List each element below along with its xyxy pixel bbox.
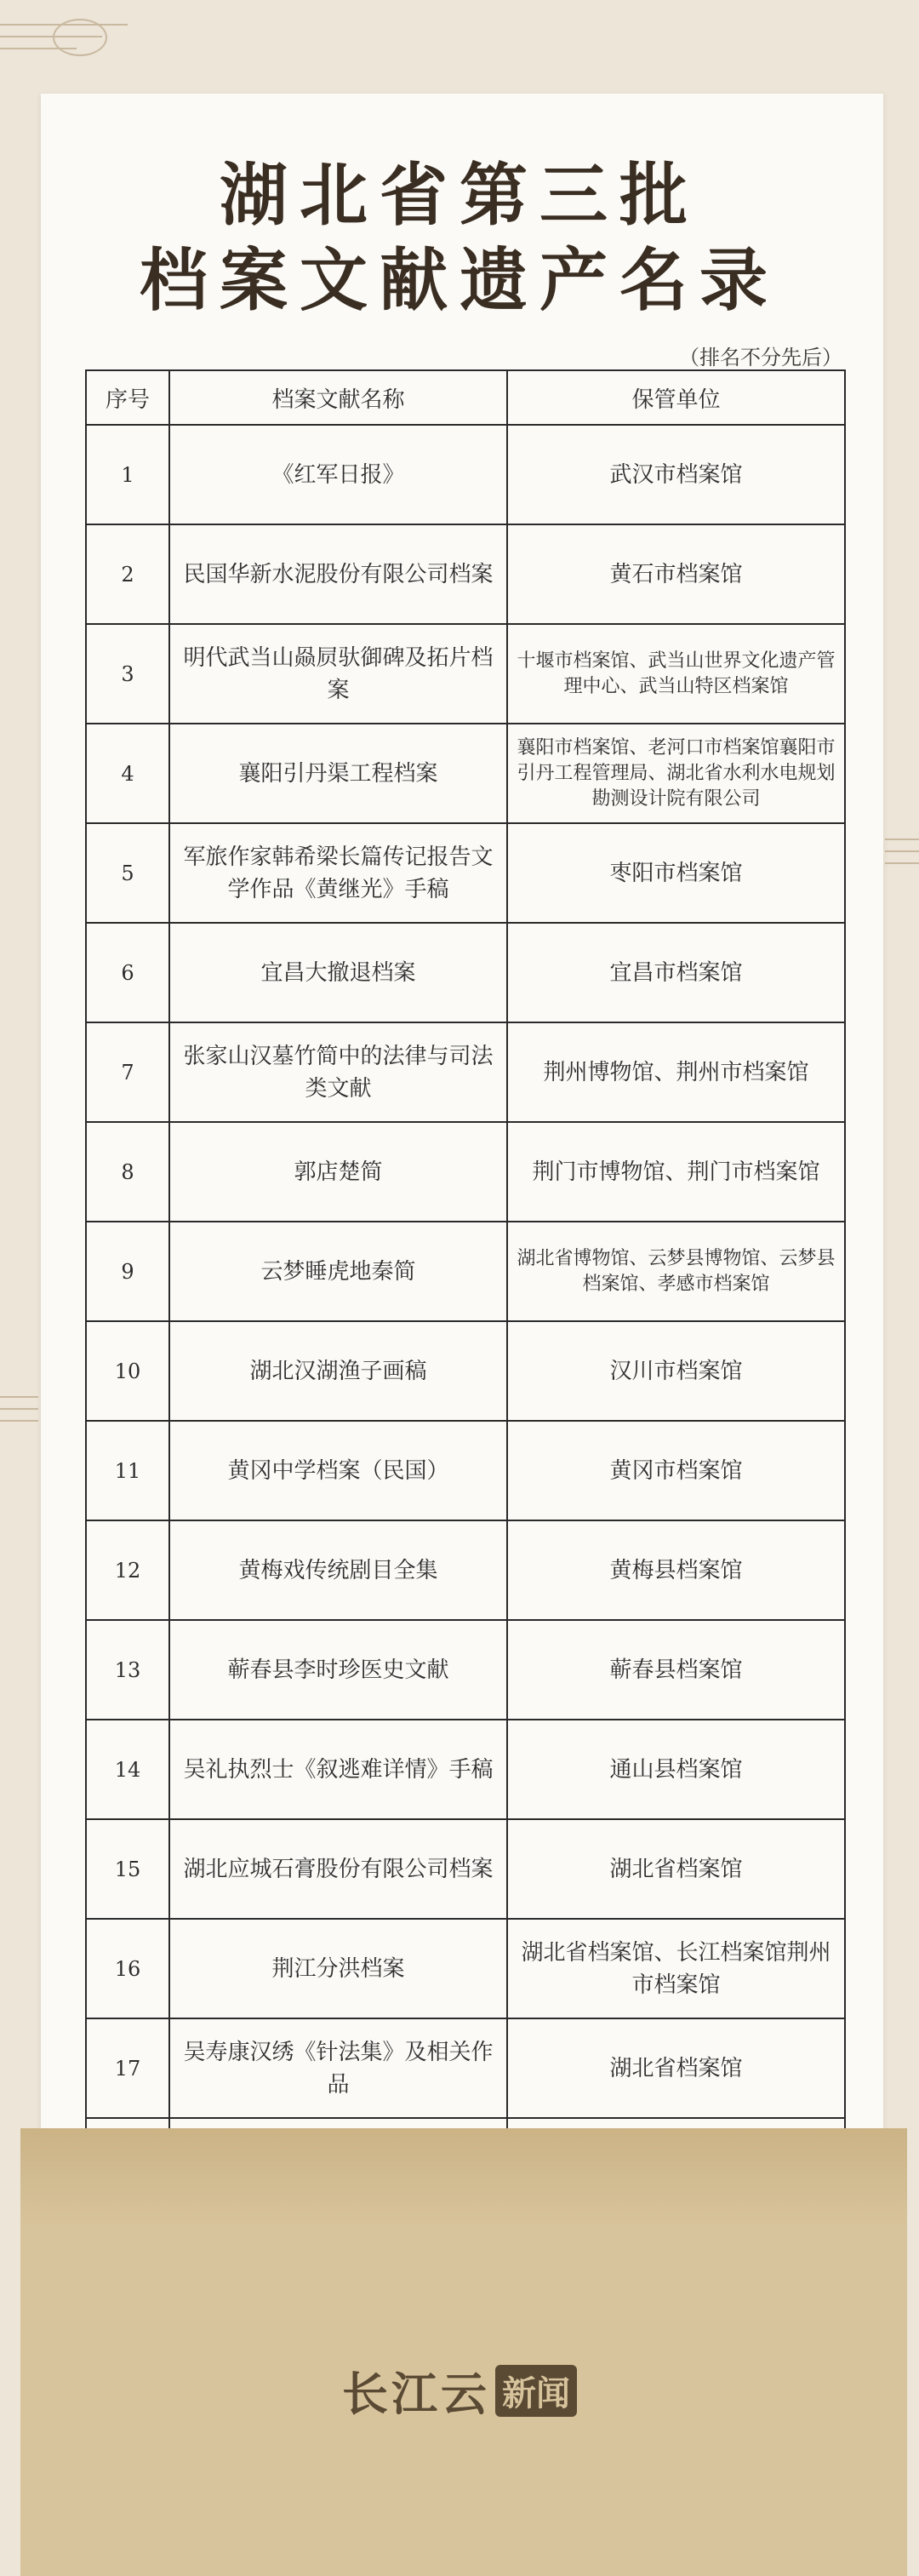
archive-name: 黄梅戏传统剧目全集 (169, 1520, 507, 1620)
table-row (86, 1620, 845, 1720)
page-title-line2: 档案文献遗产名录 (140, 241, 779, 320)
logo-text: 长江云 (342, 2367, 490, 2421)
archive-name: 《红军日报》 (169, 425, 507, 524)
custodian: 汉川市档案馆 (507, 1321, 845, 1421)
row-number: 4 (86, 724, 169, 823)
custodian: 黄石市档案馆 (507, 524, 845, 624)
table-row (86, 1819, 845, 1919)
archive-name: 明代武当山赑屃驮御碑及拓片档案 (169, 624, 507, 724)
row-number: 17 (86, 2018, 169, 2118)
archive-name: 民国华新水泥股份有限公司档案 (169, 524, 507, 624)
row-number: 11 (86, 1421, 169, 1520)
header-name: 档案文献名称 (169, 370, 507, 425)
table-row (86, 1919, 845, 2018)
table-row (86, 724, 845, 823)
archive-name: 吴礼执烈士《叙逃难详情》手稿 (169, 1720, 507, 1819)
custodian: 荆州博物馆、荆州市档案馆 (507, 1022, 845, 1122)
custodian: 湖北省档案馆、长江档案馆荆州市档案馆 (507, 1919, 845, 2018)
table-row (86, 2018, 845, 2118)
row-number: 8 (86, 1122, 169, 1222)
table-row (86, 1520, 845, 1620)
row-number: 3 (86, 624, 169, 724)
left-decoration (0, 1396, 38, 1432)
archive-name: 宜昌大撤退档案 (169, 923, 507, 1022)
logo-badge: 新闻 (495, 2365, 577, 2417)
order-note: （排名不分先后） (679, 346, 842, 369)
archive-name: 襄阳引丹渠工程档案 (169, 724, 507, 823)
row-number: 5 (86, 823, 169, 923)
custodian: 蕲春县档案馆 (507, 1620, 845, 1720)
table-header-row (86, 370, 845, 425)
archive-name: 张家山汉墓竹简中的法律与司法类文献 (169, 1022, 507, 1122)
table-row (86, 425, 845, 524)
archive-name: 湖北汉湖渔子画稿 (169, 1321, 507, 1421)
archive-name: 吴寿康汉绣《针法集》及相关作品 (169, 2018, 507, 2118)
table-row (86, 1421, 845, 1520)
row-number: 15 (86, 1819, 169, 1919)
custodian: 湖北省档案馆 (507, 1819, 845, 1919)
custodian: 宜昌市档案馆 (507, 923, 845, 1022)
archive-name: 黄冈中学档案（民国） (169, 1421, 507, 1520)
archive-name: 蕲春县李时珍医史文献 (169, 1620, 507, 1720)
row-number: 14 (86, 1720, 169, 1819)
row-number: 1 (86, 425, 169, 524)
custodian: 襄阳市档案馆、老河口市档案馆襄阳市引丹工程管理局、湖北省水利水电规划勘测设计院有限公司 (507, 724, 845, 823)
table-row (86, 624, 845, 724)
row-number: 12 (86, 1520, 169, 1620)
custodian: 十堰市档案馆、武当山世界文化遗产管理中心、武当山特区档案馆 (507, 624, 845, 724)
header-custodian: 保管单位 (507, 370, 845, 425)
right-decoration (885, 839, 919, 874)
archive-name: 郭店楚简 (169, 1122, 507, 1222)
row-number: 16 (86, 1919, 169, 2018)
row-number: 6 (86, 923, 169, 1022)
brand-logo (0, 2358, 919, 2424)
table-row (86, 1321, 845, 1421)
row-number: 7 (86, 1022, 169, 1122)
table-row (86, 524, 845, 624)
table-row (86, 1720, 845, 1819)
table-row (86, 1122, 845, 1222)
row-number: 9 (86, 1222, 169, 1321)
archive-name: 荆江分洪档案 (169, 1919, 507, 2018)
envelope-pocket (20, 2128, 907, 2576)
custodian: 黄冈市档案馆 (507, 1421, 845, 1520)
custodian: 黄梅县档案馆 (507, 1520, 845, 1620)
row-number: 10 (86, 1321, 169, 1421)
page-title-line1: 湖北省第三批 (220, 156, 699, 235)
header-number: 序号 (86, 370, 169, 425)
custodian: 通山县档案馆 (507, 1720, 845, 1819)
custodian: 湖北省博物馆、云梦县博物馆、云梦县档案馆、孝感市档案馆 (507, 1222, 845, 1321)
custodian: 武汉市档案馆 (507, 425, 845, 524)
custodian: 荆门市博物馆、荆门市档案馆 (507, 1122, 845, 1222)
envelope-flap (20, 2128, 907, 2230)
custodian: 枣阳市档案馆 (507, 823, 845, 923)
archive-name: 军旅作家韩希梁长篇传记报告文学作品《黄继光》手稿 (169, 823, 507, 923)
row-number: 2 (86, 524, 169, 624)
row-number: 13 (86, 1620, 169, 1720)
table-row (86, 1022, 845, 1122)
custodian: 湖北省档案馆 (507, 2018, 845, 2118)
heritage-table (85, 369, 846, 2218)
table-row (86, 823, 845, 923)
curl-decoration-top (53, 19, 107, 56)
table-row (86, 923, 845, 1022)
table-row (86, 1222, 845, 1321)
archive-name: 湖北应城石膏股份有限公司档案 (169, 1819, 507, 1919)
archive-name: 云梦睡虎地秦简 (169, 1222, 507, 1321)
